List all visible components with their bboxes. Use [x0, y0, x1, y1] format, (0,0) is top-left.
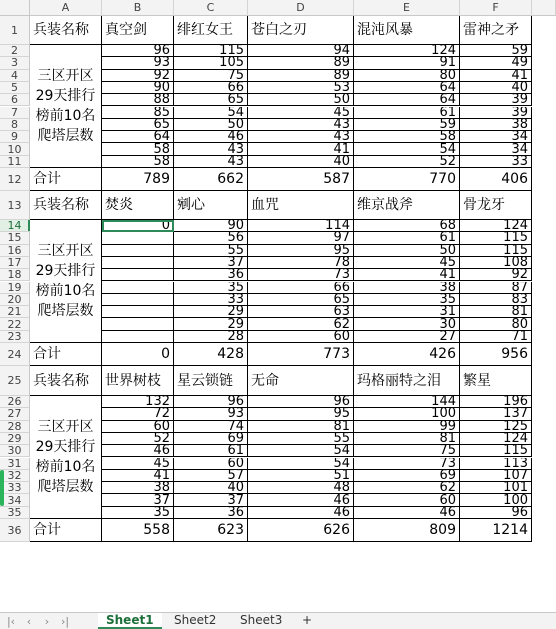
value-cell[interactable]: 90	[102, 82, 174, 94]
total-cell[interactable]: 406	[460, 168, 532, 191]
value-cell[interactable]: 28	[174, 331, 248, 343]
row-header[interactable]: 18	[0, 269, 30, 281]
value-cell[interactable]: 80	[354, 70, 460, 82]
value-cell[interactable]: 60	[174, 458, 248, 470]
row-header[interactable]: 26	[0, 396, 30, 408]
row-header[interactable]: 9	[0, 131, 30, 143]
equipment-name-cell[interactable]: 焚炎	[102, 191, 174, 220]
value-cell[interactable]: 71	[460, 331, 532, 343]
value-cell[interactable]: 43	[174, 143, 248, 155]
value-cell[interactable]: 96	[102, 45, 174, 57]
value-cell[interactable]: 81	[354, 433, 460, 445]
value-cell[interactable]: 101	[460, 482, 532, 494]
row-header[interactable]: 10	[0, 143, 30, 155]
value-cell[interactable]: 46	[174, 131, 248, 143]
select-all-corner[interactable]	[0, 0, 30, 16]
value-cell[interactable]: 50	[248, 94, 354, 106]
row-header[interactable]: 34	[0, 494, 30, 506]
value-cell[interactable]: 96	[248, 396, 354, 408]
value-cell[interactable]: 46	[354, 507, 460, 519]
value-cell[interactable]: 100	[354, 408, 460, 420]
value-cell[interactable]: 125	[460, 421, 532, 433]
total-label[interactable]: 合计	[30, 168, 102, 191]
value-cell[interactable]: 64	[354, 94, 460, 106]
equipment-name-cell[interactable]: 繁星	[460, 366, 532, 396]
row-header[interactable]: 14	[0, 220, 30, 232]
value-cell[interactable]: 33	[174, 294, 248, 306]
value-cell[interactable]: 90	[174, 220, 248, 232]
equipment-name-cell[interactable]: 剜心	[174, 191, 248, 220]
value-cell[interactable]: 89	[248, 70, 354, 82]
block-header-label[interactable]: 兵装名称	[30, 366, 102, 396]
value-cell[interactable]	[102, 282, 174, 294]
value-cell[interactable]: 40	[174, 482, 248, 494]
value-cell[interactable]: 93	[102, 57, 174, 69]
value-cell[interactable]: 38	[354, 282, 460, 294]
total-cell[interactable]: 587	[248, 168, 354, 191]
total-cell[interactable]: 773	[248, 343, 354, 366]
row-header[interactable]: 13	[0, 191, 30, 220]
value-cell[interactable]: 60	[102, 421, 174, 433]
row-header[interactable]: 5	[0, 82, 30, 94]
row-header[interactable]: 33	[0, 482, 30, 494]
value-cell[interactable]: 38	[460, 119, 532, 131]
value-cell[interactable]: 58	[102, 156, 174, 168]
row-header[interactable]: 30	[0, 445, 30, 457]
value-cell[interactable]: 113	[460, 458, 532, 470]
row-header[interactable]: 11	[0, 156, 30, 168]
value-cell[interactable]: 43	[248, 119, 354, 131]
value-cell[interactable]: 50	[354, 245, 460, 257]
column-header-blank	[532, 0, 556, 16]
value-cell[interactable]: 36	[174, 507, 248, 519]
column-header-d[interactable]: D	[248, 0, 354, 16]
value-cell[interactable]: 62	[248, 318, 354, 330]
value-cell[interactable]: 37	[174, 257, 248, 269]
total-cell[interactable]: 626	[248, 519, 354, 542]
value-cell[interactable]: 63	[248, 306, 354, 318]
row-header[interactable]: 2	[0, 45, 30, 57]
value-cell[interactable]: 55	[248, 433, 354, 445]
value-cell[interactable]: 38	[102, 482, 174, 494]
column-header-f[interactable]: F	[460, 0, 532, 16]
add-sheet-button[interactable]: +	[302, 613, 313, 627]
value-cell[interactable]: 57	[174, 470, 248, 482]
value-cell[interactable]: 62	[354, 482, 460, 494]
value-cell[interactable]: 30	[354, 318, 460, 330]
value-cell[interactable]: 137	[460, 408, 532, 420]
value-cell[interactable]: 35	[174, 282, 248, 294]
value-cell[interactable]: 49	[460, 57, 532, 69]
equipment-name-cell[interactable]: 星云锁链	[174, 366, 248, 396]
value-cell[interactable]: 65	[102, 119, 174, 131]
total-cell[interactable]: 623	[174, 519, 248, 542]
value-cell[interactable]: 74	[174, 421, 248, 433]
tab-sheet1[interactable]: Sheet1	[98, 613, 162, 629]
row-header[interactable]: 21	[0, 306, 30, 318]
value-cell[interactable]: 53	[248, 82, 354, 94]
merged-category-label[interactable]: 三区开区29天排行榜前10名爬塔层数	[30, 220, 102, 343]
value-cell[interactable]: 61	[174, 445, 248, 457]
value-cell[interactable]: 75	[354, 445, 460, 457]
value-cell[interactable]: 59	[354, 119, 460, 131]
value-cell[interactable]: 66	[174, 82, 248, 94]
value-cell[interactable]: 73	[354, 458, 460, 470]
value-cell[interactable]: 45	[354, 257, 460, 269]
equipment-name-cell[interactable]: 真空剑	[102, 16, 174, 45]
column-header-e[interactable]: E	[354, 0, 460, 16]
value-cell[interactable]: 50	[174, 119, 248, 131]
value-cell[interactable]: 35	[354, 294, 460, 306]
row-header[interactable]: 8	[0, 119, 30, 131]
column-header-c[interactable]: C	[174, 0, 248, 16]
value-cell[interactable]: 87	[460, 282, 532, 294]
value-cell[interactable]: 54	[174, 107, 248, 119]
total-cell[interactable]: 428	[174, 343, 248, 366]
value-cell[interactable]: 27	[354, 331, 460, 343]
total-cell[interactable]: 1214	[460, 519, 532, 542]
value-cell[interactable]: 37	[102, 494, 174, 506]
value-cell[interactable]: 73	[248, 269, 354, 281]
value-cell[interactable]: 68	[354, 220, 460, 232]
value-cell[interactable]: 69	[354, 470, 460, 482]
value-cell[interactable]: 43	[248, 131, 354, 143]
value-cell[interactable]: 65	[248, 294, 354, 306]
value-cell[interactable]: 46	[102, 445, 174, 457]
value-cell[interactable]: 33	[460, 156, 532, 168]
value-cell[interactable]: 58	[102, 143, 174, 155]
value-cell[interactable]: 78	[248, 257, 354, 269]
value-cell[interactable]	[102, 294, 174, 306]
value-cell[interactable]: 54	[248, 445, 354, 457]
row-header[interactable]: 17	[0, 257, 30, 269]
value-cell[interactable]: 81	[248, 421, 354, 433]
value-cell[interactable]: 65	[174, 94, 248, 106]
row-header[interactable]: 36	[0, 519, 30, 542]
value-cell[interactable]: 29	[174, 306, 248, 318]
total-cell[interactable]: 789	[102, 168, 174, 191]
value-cell[interactable]: 37	[174, 494, 248, 506]
value-cell[interactable]: 132	[102, 396, 174, 408]
next-sheet-icon[interactable]: ›	[44, 614, 50, 628]
row-header[interactable]: 15	[0, 232, 30, 244]
value-cell[interactable]: 196	[460, 396, 532, 408]
value-cell[interactable]: 100	[460, 494, 532, 506]
value-cell[interactable]: 39	[460, 107, 532, 119]
row-header[interactable]: 35	[0, 507, 30, 519]
value-cell[interactable]: 40	[248, 156, 354, 168]
value-cell[interactable]: 115	[460, 232, 532, 244]
row-header[interactable]: 16	[0, 245, 30, 257]
value-cell[interactable]: 108	[460, 257, 532, 269]
last-sheet-icon[interactable]: ›|	[60, 614, 70, 628]
total-cell[interactable]: 426	[354, 343, 460, 366]
row-header[interactable]: 20	[0, 294, 30, 306]
value-cell[interactable]: 40	[460, 82, 532, 94]
total-label[interactable]: 合计	[30, 519, 102, 542]
row-header[interactable]: 27	[0, 408, 30, 420]
value-cell[interactable]: 55	[174, 245, 248, 257]
tab-sheet3[interactable]: Sheet3	[240, 613, 283, 627]
value-cell[interactable]: 56	[174, 232, 248, 244]
value-cell[interactable]: 83	[460, 294, 532, 306]
merged-category-label[interactable]: 三区开区29天排行榜前10名爬塔层数	[30, 45, 102, 168]
value-cell[interactable]: 95	[248, 245, 354, 257]
value-cell[interactable]: 94	[248, 45, 354, 57]
value-cell[interactable]: 64	[354, 82, 460, 94]
value-cell[interactable]: 124	[354, 45, 460, 57]
value-cell[interactable]	[102, 318, 174, 330]
value-cell[interactable]: 97	[248, 232, 354, 244]
value-cell[interactable]: 58	[354, 131, 460, 143]
equipment-name-cell[interactable]: 混沌风暴	[354, 16, 460, 45]
value-cell[interactable]: 61	[354, 232, 460, 244]
value-cell[interactable]: 51	[248, 470, 354, 482]
row-header[interactable]: 32	[0, 470, 30, 482]
row-header[interactable]: 29	[0, 433, 30, 445]
row-header[interactable]: 28	[0, 421, 30, 433]
value-cell[interactable]	[102, 306, 174, 318]
value-cell[interactable]: 45	[248, 107, 354, 119]
value-cell[interactable]: 72	[102, 408, 174, 420]
selected-cell[interactable]: 0	[102, 220, 174, 232]
total-label[interactable]: 合计	[30, 343, 102, 366]
total-cell[interactable]: 662	[174, 168, 248, 191]
sheet-tab-bar	[0, 612, 556, 629]
total-cell[interactable]: 770	[354, 168, 460, 191]
value-cell[interactable]: 45	[102, 458, 174, 470]
row-header[interactable]: 24	[0, 343, 30, 366]
value-cell[interactable]: 80	[460, 318, 532, 330]
row-header[interactable]: 6	[0, 94, 30, 106]
equipment-name-cell[interactable]: 绯红女王	[174, 16, 248, 45]
value-cell[interactable]: 41	[102, 470, 174, 482]
value-cell[interactable]: 85	[102, 107, 174, 119]
block-header-label[interactable]: 兵装名称	[30, 16, 102, 45]
value-cell[interactable]: 41	[460, 70, 532, 82]
value-cell[interactable]: 35	[102, 507, 174, 519]
block-header-label[interactable]: 兵装名称	[30, 191, 102, 220]
value-cell[interactable]: 115	[460, 445, 532, 457]
value-cell[interactable]	[102, 331, 174, 343]
value-cell[interactable]: 41	[248, 143, 354, 155]
row-header[interactable]: 31	[0, 458, 30, 470]
row-header[interactable]: 4	[0, 70, 30, 82]
value-cell[interactable]: 144	[354, 396, 460, 408]
value-cell[interactable]	[102, 257, 174, 269]
value-cell[interactable]: 91	[354, 57, 460, 69]
value-cell[interactable]: 60	[248, 331, 354, 343]
value-cell[interactable]: 34	[460, 131, 532, 143]
value-cell[interactable]: 36	[174, 269, 248, 281]
row-header[interactable]: 25	[0, 366, 30, 396]
value-cell[interactable]: 60	[354, 494, 460, 506]
value-cell[interactable]: 54	[248, 458, 354, 470]
total-cell[interactable]: 558	[102, 519, 174, 542]
scroll-indicator	[0, 470, 4, 506]
value-cell[interactable]: 92	[102, 70, 174, 82]
value-cell[interactable]: 93	[174, 408, 248, 420]
value-cell[interactable]: 69	[174, 433, 248, 445]
tab-sheet2[interactable]: Sheet2	[174, 613, 217, 627]
value-cell[interactable]: 81	[460, 306, 532, 318]
equipment-name-cell[interactable]: 玛格丽特之泪	[354, 366, 460, 396]
value-cell[interactable]: 115	[460, 245, 532, 257]
column-header-a[interactable]: A	[30, 0, 102, 16]
row-header[interactable]: 3	[0, 57, 30, 69]
equipment-name-cell[interactable]: 雷神之矛	[460, 16, 532, 45]
value-cell[interactable]: 34	[460, 143, 532, 155]
value-cell[interactable]: 124	[460, 220, 532, 232]
value-cell[interactable]: 52	[102, 433, 174, 445]
total-cell[interactable]: 809	[354, 519, 460, 542]
value-cell[interactable]: 46	[248, 494, 354, 506]
row-header[interactable]: 7	[0, 107, 30, 119]
value-cell[interactable]: 96	[460, 507, 532, 519]
column-header-b[interactable]: B	[102, 0, 174, 16]
prev-sheet-icon[interactable]: ‹	[26, 614, 32, 628]
equipment-name-cell[interactable]: 维京战斧	[354, 191, 460, 220]
value-cell[interactable]: 89	[248, 57, 354, 69]
row-header[interactable]: 1	[0, 16, 30, 45]
value-cell[interactable]: 107	[460, 470, 532, 482]
value-cell[interactable]: 124	[460, 433, 532, 445]
value-cell[interactable]: 75	[174, 70, 248, 82]
value-cell[interactable]	[102, 245, 174, 257]
row-header[interactable]: 23	[0, 331, 30, 343]
equipment-name-cell[interactable]: 苍白之刃	[248, 16, 354, 45]
value-cell[interactable]: 39	[460, 94, 532, 106]
value-cell[interactable]: 88	[102, 94, 174, 106]
value-cell[interactable]: 29	[174, 318, 248, 330]
equipment-name-cell[interactable]: 血咒	[248, 191, 354, 220]
value-cell[interactable]: 99	[354, 421, 460, 433]
equipment-name-cell[interactable]: 世界树枝	[102, 366, 174, 396]
value-cell[interactable]: 64	[102, 131, 174, 143]
row-header[interactable]: 12	[0, 168, 30, 191]
value-cell[interactable]: 95	[248, 408, 354, 420]
merged-category-label[interactable]: 三区开区29天排行榜前10名爬塔层数	[30, 396, 102, 519]
value-cell[interactable]: 114	[248, 220, 354, 232]
value-cell[interactable]: 46	[248, 507, 354, 519]
equipment-name-cell[interactable]: 骨龙牙	[460, 191, 532, 220]
value-cell[interactable]	[102, 269, 174, 281]
value-cell[interactable]: 52	[354, 156, 460, 168]
value-cell[interactable]	[102, 232, 174, 244]
value-cell[interactable]: 61	[354, 107, 460, 119]
value-cell[interactable]: 105	[174, 57, 248, 69]
row-header[interactable]: 19	[0, 282, 30, 294]
value-cell[interactable]: 115	[174, 45, 248, 57]
value-cell[interactable]: 41	[354, 269, 460, 281]
row-header[interactable]: 22	[0, 318, 30, 330]
value-cell[interactable]: 43	[174, 156, 248, 168]
value-cell[interactable]: 31	[354, 306, 460, 318]
value-cell[interactable]: 92	[460, 269, 532, 281]
first-sheet-icon[interactable]: |‹	[6, 614, 16, 628]
equipment-name-cell[interactable]: 无命	[248, 366, 354, 396]
value-cell[interactable]: 66	[248, 282, 354, 294]
value-cell[interactable]: 96	[174, 396, 248, 408]
total-cell[interactable]: 0	[102, 343, 174, 366]
total-cell[interactable]: 956	[460, 343, 532, 366]
value-cell[interactable]: 59	[460, 45, 532, 57]
value-cell[interactable]: 54	[354, 143, 460, 155]
value-cell[interactable]: 48	[248, 482, 354, 494]
